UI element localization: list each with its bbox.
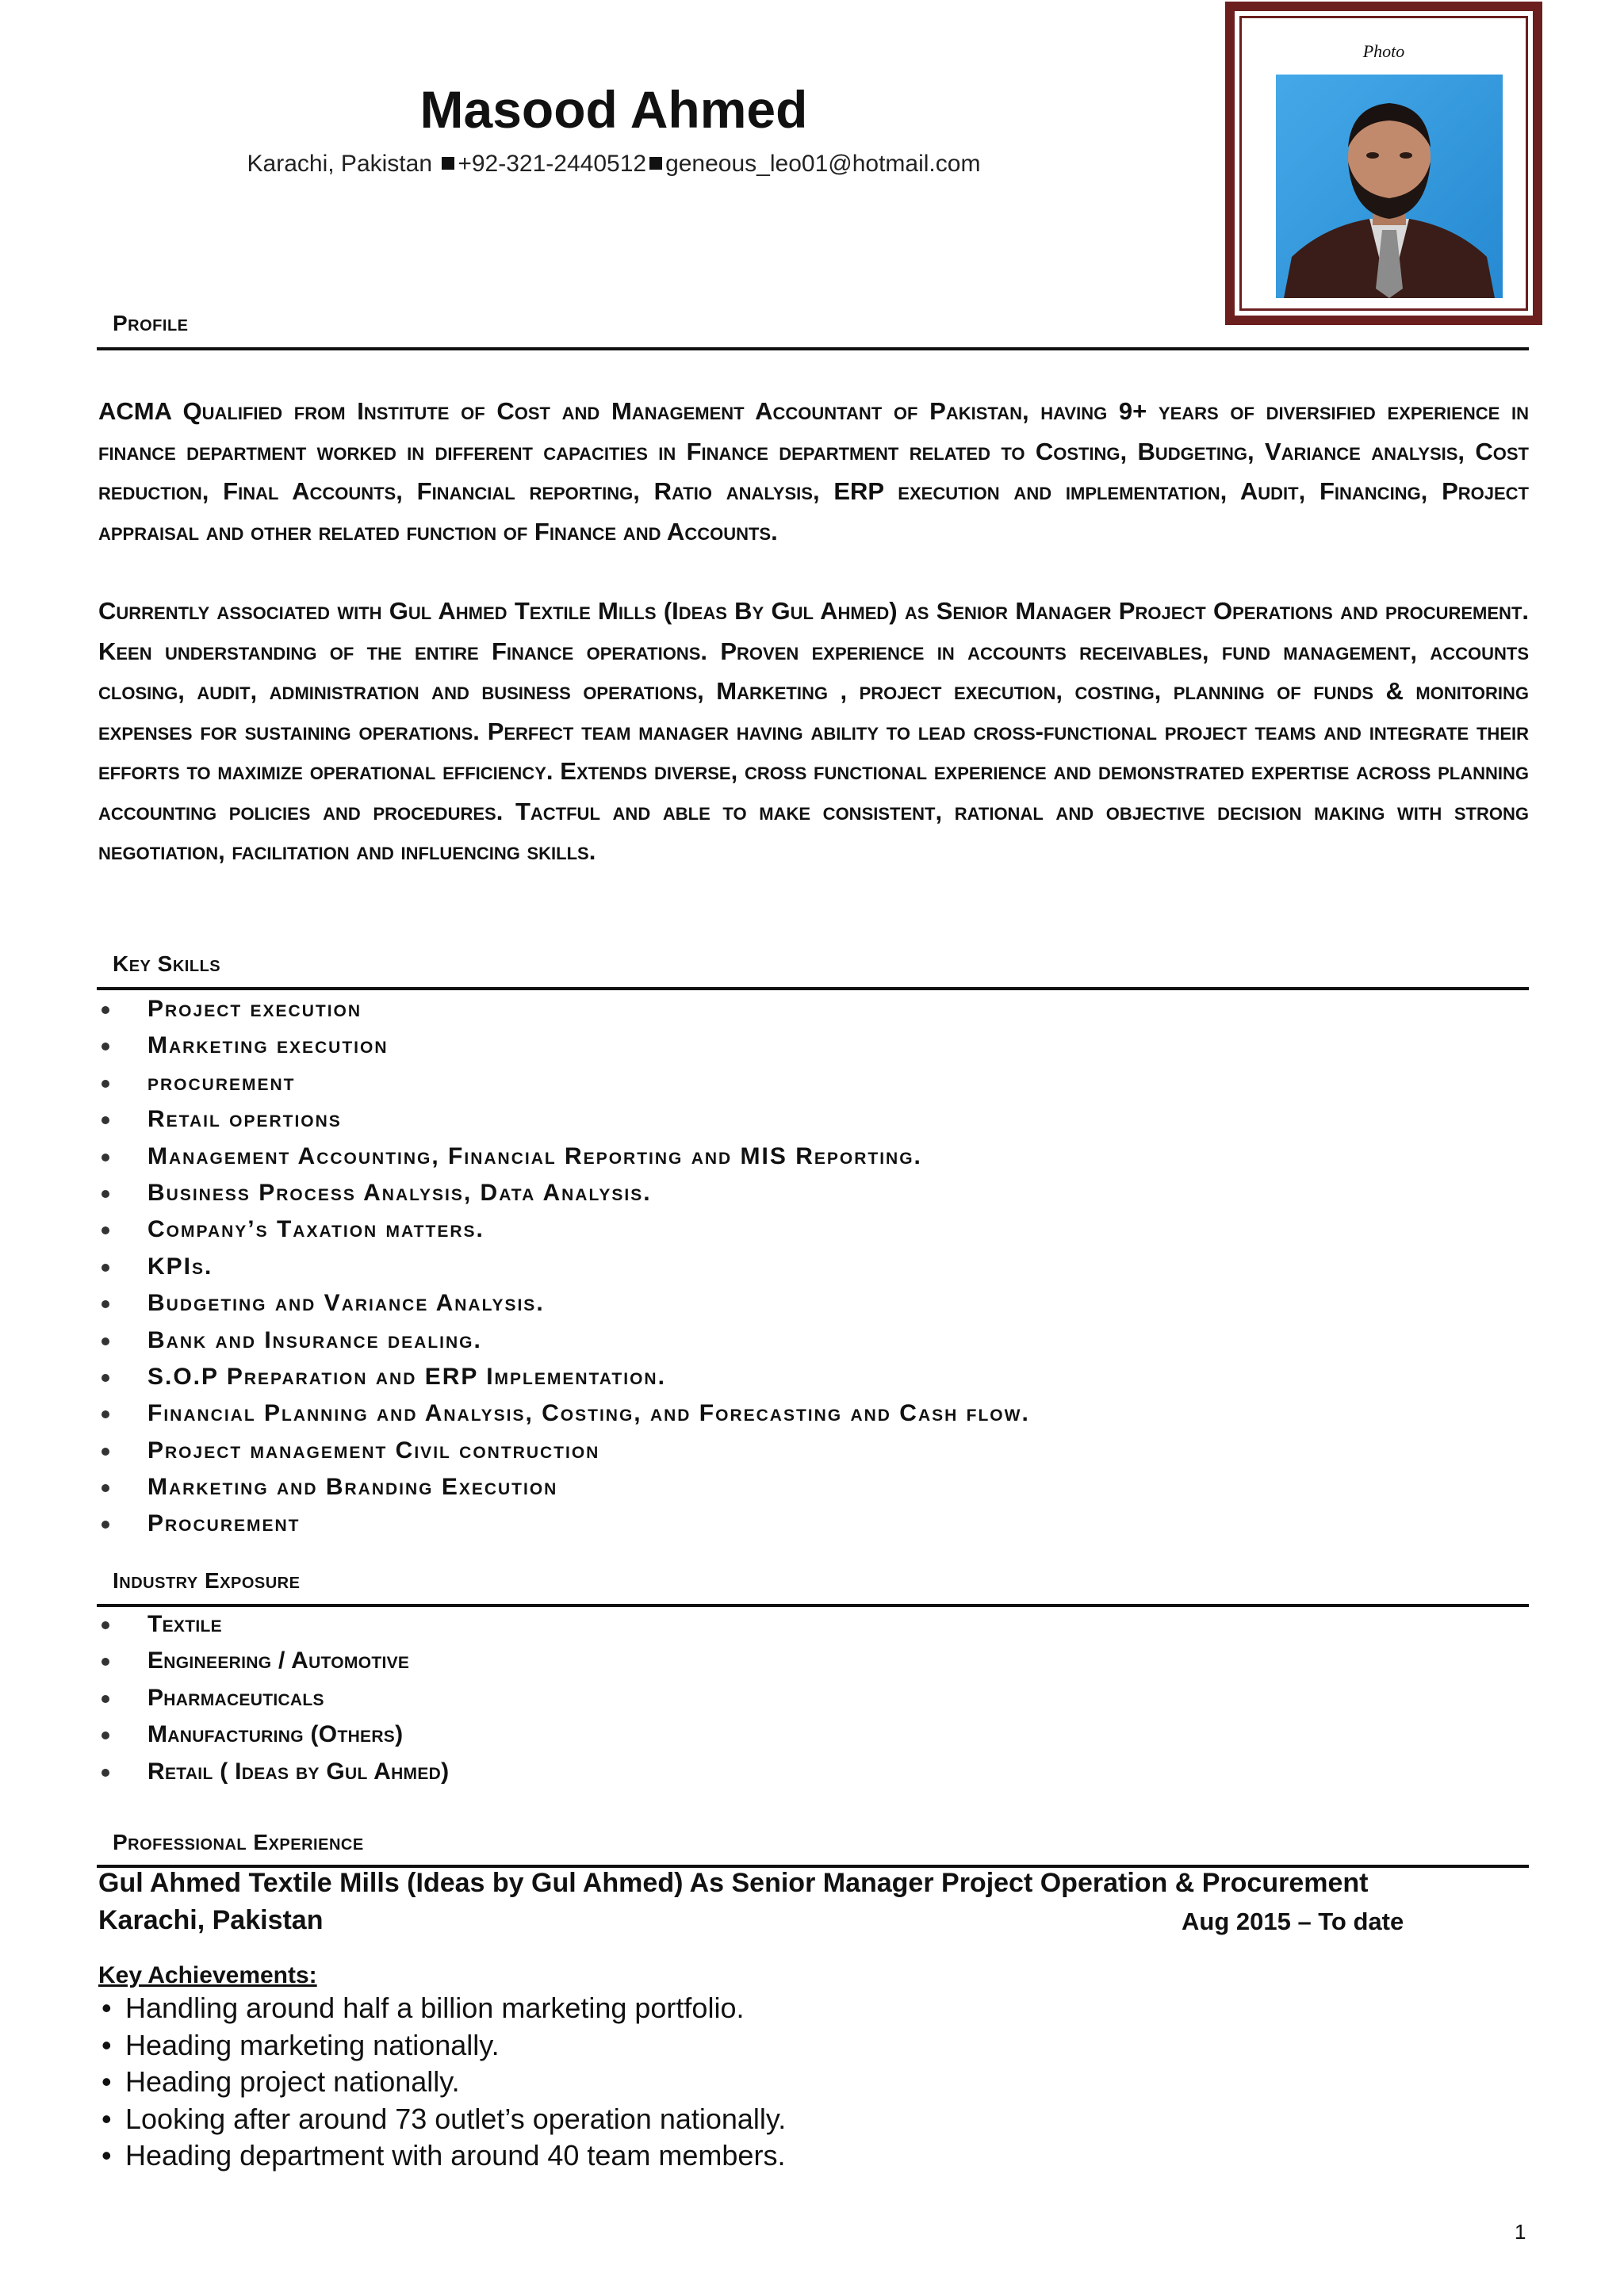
list-item: Budgeting and Variance Analysis. <box>98 1285 1446 1322</box>
bullet-icon <box>102 1080 109 1088</box>
job-location: Karachi, Pakistan <box>98 1905 324 1935</box>
list-item: Management Accounting, Financial Reporting and MIS Reporting. <box>98 1138 1446 1175</box>
bullet-icon <box>102 1300 109 1308</box>
job-dates: Aug 2015 – To date <box>1182 1908 1404 1935</box>
contact-line <box>0 151 1228 178</box>
profile-paragraph-2: Currently associated with Gul Ahmed Textile Mills (Ideas By Gul Ahmed) as Senior Manager Project Operations and procurement. Keen understanding of the entire Finance operations. Proven experience in accounts receivables, fund management, accounts closing, audit, administration and business operations, Marketing , project execution, costing, planning of funds & monitoring expenses for sustaining operations. Perfect team manager having ability to lead cross-functional project teams and integrate their efforts to maximize operational efficiency. Extends diverse, cross functional experience and demonstrated expertise across planning accounting policies and procedures. Tactful and able to make consistent, rational and objective decision making with strong negotiation, facilitation and influencing skills. <box>98 597 1529 865</box>
key-skills-heading: Key Skills <box>113 951 221 976</box>
bullet-icon <box>102 1264 109 1272</box>
candidate-name: Masood Ahmed <box>419 80 808 139</box>
square-bullet-icon <box>442 157 454 170</box>
bullet-icon <box>102 1410 109 1418</box>
professional-experience-heading: Professional Experience <box>113 1830 364 1854</box>
phone-text: +92-321-2440512 <box>458 151 647 177</box>
key-skills-list <box>98 991 1446 1543</box>
list-item: KPIs. <box>98 1249 1446 1285</box>
list-item: Retail opertions <box>98 1101 1446 1138</box>
list-item: • Heading project nationally. <box>102 2064 786 2101</box>
bullet-icon <box>102 1116 109 1124</box>
bullet-icon <box>102 1374 109 1382</box>
bullet-icon <box>102 1006 109 1014</box>
profile-rule <box>97 347 1529 350</box>
list-item: • Heading department with around 40 team members. <box>102 2137 786 2175</box>
photo-frame <box>1225 2 1542 325</box>
list-item: Marketing and Branding Execution <box>98 1469 1446 1506</box>
bullet-icon <box>102 1621 109 1629</box>
email-text: geneous_leo01@hotmail.com <box>665 151 981 177</box>
list-item: Manufacturing (Others) <box>98 1716 1446 1753</box>
list-item: • Handling around half a billion marketing portfolio. <box>102 1990 786 2027</box>
list-item: Bank and Insurance dealing. <box>98 1322 1446 1359</box>
list-item: • Looking after around 73 outlet’s operation nationally. <box>102 2101 786 2138</box>
portrait-photo <box>1276 75 1503 298</box>
bullet-icon <box>102 1337 109 1345</box>
bullet-icon <box>102 1226 109 1234</box>
bullet-icon <box>102 1732 109 1739</box>
bullet-icon: • <box>102 2102 112 2135</box>
profile-heading: Profile <box>113 311 189 335</box>
achievements-heading: Key Achievements: <box>98 1962 317 1988</box>
list-item: Marketing execution <box>98 1027 1446 1064</box>
industry-exposure-heading: Industry Exposure <box>113 1568 301 1593</box>
job-title: Gul Ahmed Textile Mills (Ideas by Gul Ahmed) As Senior Manager Project Operation & Procurement <box>98 1868 1369 1898</box>
bullet-icon <box>102 1658 109 1666</box>
bullet-icon <box>102 1769 109 1777</box>
list-item: Company’s Taxation matters. <box>98 1211 1446 1248</box>
list-item: Engineering / Automotive <box>98 1643 1446 1679</box>
list-item: S.O.P Preparation and ERP Implementation. <box>98 1359 1446 1395</box>
list-item: Pharmaceuticals <box>98 1680 1446 1716</box>
bullet-icon <box>102 1043 109 1050</box>
bullet-icon: • <box>102 2065 112 2098</box>
list-item: Project execution <box>98 991 1446 1027</box>
bullet-icon <box>102 1448 109 1456</box>
bullet-icon <box>102 1154 109 1161</box>
list-item: Financial Planning and Analysis, Costing, and Forecasting and Cash flow. <box>98 1395 1446 1432</box>
achievements-list <box>102 1990 786 2175</box>
industry-exposure-list <box>98 1606 1446 1790</box>
photo-caption: Photo <box>1362 41 1405 61</box>
bullet-icon: • <box>102 2028 112 2061</box>
square-bullet-icon <box>649 157 662 170</box>
location-text: Karachi, Pakistan <box>247 151 432 177</box>
list-item: procurement <box>98 1065 1446 1101</box>
bullet-icon: • <box>102 2139 112 2172</box>
list-item: Textile <box>98 1606 1446 1643</box>
bullet-icon <box>102 1695 109 1703</box>
list-item: Project management Civil contruction <box>98 1433 1446 1469</box>
list-item: Procurement <box>98 1506 1446 1542</box>
profile-paragraph-1: ACMA Qualified from Institute of Cost and Management Accountant of Pakistan, having 9+ years of diversified experience in finance department worked in different capacities in Finance department related to Costing, Budgeting, Variance analysis, Cost reduction, Final Accounts, Financial reporting, Ratio analysis, ERP execution and implementation, Audit, Financing, Project appraisal and other related function of Finance and Accounts. <box>98 397 1529 545</box>
bullet-icon: • <box>102 1992 112 2024</box>
page-number: 1 <box>1515 2220 1526 2244</box>
list-item: Business Process Analysis, Data Analysis. <box>98 1175 1446 1211</box>
list-item: Retail ( Ideas by Gul Ahmed) <box>98 1754 1446 1790</box>
bullet-icon <box>102 1190 109 1198</box>
bullet-icon <box>102 1484 109 1492</box>
list-item: • Heading marketing nationally. <box>102 2027 786 2064</box>
key-skills-rule <box>97 987 1529 990</box>
bullet-icon <box>102 1521 109 1529</box>
